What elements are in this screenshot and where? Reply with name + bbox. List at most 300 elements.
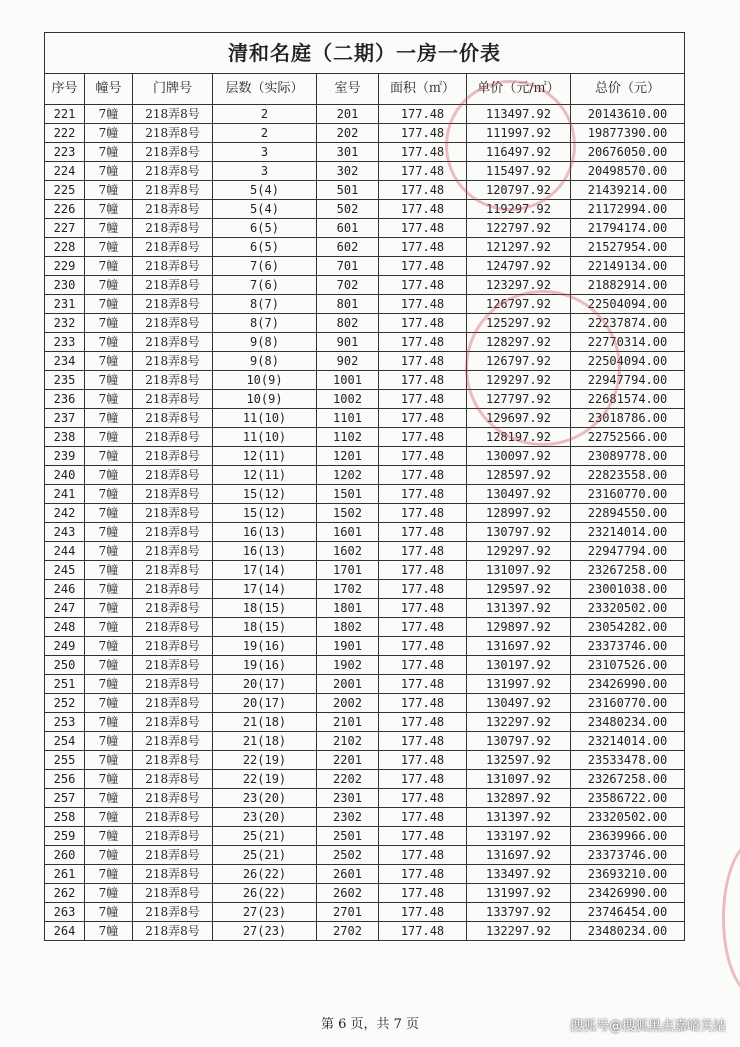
cell-floor: 11(10) [213,409,317,428]
cell-total-price: 22947794.00 [571,542,685,561]
table-row [45,675,685,694]
cell-index: 245 [45,561,85,580]
cell-floor: 20(17) [213,694,317,713]
cell-address: 218弄8号 [133,523,213,542]
cell-index: 223 [45,143,85,162]
cell-index: 262 [45,884,85,903]
table-row [45,238,685,257]
cell-address: 218弄8号 [133,352,213,371]
cell-total-price: 23480234.00 [571,922,685,941]
cell-building: 7幢 [85,333,133,352]
cell-building: 7幢 [85,846,133,865]
cell-area: 177.48 [379,922,467,941]
table-row [45,846,685,865]
cell-total-price: 22947794.00 [571,371,685,390]
table-row [45,390,685,409]
cell-area: 177.48 [379,770,467,789]
cell-unit-price: 128197.92 [467,428,571,447]
table-row [45,808,685,827]
cell-index: 232 [45,314,85,333]
cell-area: 177.48 [379,428,467,447]
header-address: 门牌号 [133,74,213,105]
table-row [45,409,685,428]
cell-building: 7幢 [85,675,133,694]
cell-total-price: 19877390.00 [571,124,685,143]
cell-room: 2102 [317,732,379,751]
table-row [45,732,685,751]
cell-address: 218弄8号 [133,162,213,181]
cell-building: 7幢 [85,827,133,846]
cell-unit-price: 132297.92 [467,713,571,732]
cell-total-price: 23426990.00 [571,884,685,903]
cell-area: 177.48 [379,865,467,884]
cell-index: 242 [45,504,85,523]
cell-address: 218弄8号 [133,561,213,580]
cell-total-price: 23107526.00 [571,656,685,675]
cell-building: 7幢 [85,466,133,485]
cell-floor: 7(6) [213,257,317,276]
cell-total-price: 23054282.00 [571,618,685,637]
cell-index: 264 [45,922,85,941]
header-unit-price: 单价（元/㎡） [467,74,571,105]
cell-index: 243 [45,523,85,542]
cell-index: 237 [45,409,85,428]
cell-address: 218弄8号 [133,637,213,656]
cell-room: 301 [317,143,379,162]
header-building: 幢号 [85,74,133,105]
cell-unit-price: 127797.92 [467,390,571,409]
cell-building: 7幢 [85,789,133,808]
cell-building: 7幢 [85,124,133,143]
cell-floor: 12(11) [213,447,317,466]
table-row [45,276,685,295]
cell-address: 218弄8号 [133,314,213,333]
table-row [45,295,685,314]
cell-address: 218弄8号 [133,656,213,675]
cell-total-price: 22237874.00 [571,314,685,333]
cell-unit-price: 131397.92 [467,599,571,618]
cell-unit-price: 123297.92 [467,276,571,295]
cell-address: 218弄8号 [133,333,213,352]
cell-total-price: 22752566.00 [571,428,685,447]
cell-building: 7幢 [85,504,133,523]
cell-building: 7幢 [85,542,133,561]
cell-total-price: 23480234.00 [571,713,685,732]
cell-area: 177.48 [379,903,467,922]
cell-address: 218弄8号 [133,371,213,390]
cell-floor: 6(5) [213,219,317,238]
cell-address: 218弄8号 [133,713,213,732]
cell-total-price: 23373746.00 [571,846,685,865]
table-row [45,656,685,675]
cell-floor: 2 [213,105,317,124]
cell-room: 302 [317,162,379,181]
cell-area: 177.48 [379,504,467,523]
cell-area: 177.48 [379,390,467,409]
cell-unit-price: 133497.92 [467,865,571,884]
cell-unit-price: 124797.92 [467,257,571,276]
table-row [45,713,685,732]
cell-index: 231 [45,295,85,314]
table-row [45,200,685,219]
cell-unit-price: 113497.92 [467,105,571,124]
cell-building: 7幢 [85,561,133,580]
cell-room: 702 [317,276,379,295]
table-row [45,599,685,618]
cell-address: 218弄8号 [133,922,213,941]
cell-room: 2601 [317,865,379,884]
table-row [45,751,685,770]
table-row [45,865,685,884]
cell-building: 7幢 [85,580,133,599]
cell-floor: 5(4) [213,200,317,219]
cell-area: 177.48 [379,371,467,390]
table-row [45,580,685,599]
cell-area: 177.48 [379,580,467,599]
cell-unit-price: 129697.92 [467,409,571,428]
cell-room: 1702 [317,580,379,599]
cell-room: 601 [317,219,379,238]
cell-area: 177.48 [379,333,467,352]
price-table [44,32,685,941]
cell-building: 7幢 [85,219,133,238]
table-row [45,371,685,390]
cell-building: 7幢 [85,637,133,656]
cell-index: 234 [45,352,85,371]
cell-address: 218弄8号 [133,846,213,865]
cell-floor: 27(23) [213,922,317,941]
cell-area: 177.48 [379,523,467,542]
cell-floor: 9(8) [213,352,317,371]
table-row [45,314,685,333]
cell-room: 802 [317,314,379,333]
cell-address: 218弄8号 [133,390,213,409]
cell-area: 177.48 [379,827,467,846]
cell-total-price: 23001038.00 [571,580,685,599]
cell-unit-price: 128597.92 [467,466,571,485]
cell-index: 249 [45,637,85,656]
table-body [45,105,685,941]
cell-address: 218弄8号 [133,542,213,561]
cell-address: 218弄8号 [133,808,213,827]
cell-room: 1902 [317,656,379,675]
cell-area: 177.48 [379,124,467,143]
cell-unit-price: 131997.92 [467,675,571,694]
cell-area: 177.48 [379,713,467,732]
cell-unit-price: 130097.92 [467,447,571,466]
cell-building: 7幢 [85,865,133,884]
table-row [45,618,685,637]
cell-floor: 19(16) [213,656,317,675]
cell-room: 801 [317,295,379,314]
cell-building: 7幢 [85,751,133,770]
cell-address: 218弄8号 [133,143,213,162]
cell-building: 7幢 [85,922,133,941]
cell-room: 2001 [317,675,379,694]
cell-index: 254 [45,732,85,751]
cell-building: 7幢 [85,352,133,371]
cell-floor: 21(18) [213,713,317,732]
table-row [45,903,685,922]
cell-room: 2201 [317,751,379,770]
cell-unit-price: 128297.92 [467,333,571,352]
cell-index: 258 [45,808,85,827]
cell-address: 218弄8号 [133,618,213,637]
cell-index: 222 [45,124,85,143]
cell-floor: 19(16) [213,637,317,656]
cell-building: 7幢 [85,428,133,447]
cell-index: 238 [45,428,85,447]
cell-floor: 16(13) [213,542,317,561]
cell-index: 252 [45,694,85,713]
cell-unit-price: 130497.92 [467,694,571,713]
cell-building: 7幢 [85,314,133,333]
cell-address: 218弄8号 [133,257,213,276]
cell-index: 257 [45,789,85,808]
cell-room: 1701 [317,561,379,580]
cell-building: 7幢 [85,276,133,295]
cell-unit-price: 130197.92 [467,656,571,675]
cell-total-price: 21439214.00 [571,181,685,200]
table-row [45,447,685,466]
cell-floor: 25(21) [213,827,317,846]
cell-address: 218弄8号 [133,428,213,447]
cell-building: 7幢 [85,200,133,219]
cell-unit-price: 132597.92 [467,751,571,770]
cell-address: 218弄8号 [133,504,213,523]
cell-floor: 17(14) [213,580,317,599]
cell-unit-price: 116497.92 [467,143,571,162]
cell-building: 7幢 [85,770,133,789]
table-row [45,333,685,352]
cell-room: 1601 [317,523,379,542]
cell-total-price: 20676050.00 [571,143,685,162]
cell-index: 239 [45,447,85,466]
cell-room: 1001 [317,371,379,390]
table-row [45,542,685,561]
cell-area: 177.48 [379,618,467,637]
cell-unit-price: 129297.92 [467,371,571,390]
cell-area: 177.48 [379,352,467,371]
cell-unit-price: 120797.92 [467,181,571,200]
cell-building: 7幢 [85,523,133,542]
cell-area: 177.48 [379,751,467,770]
cell-room: 701 [317,257,379,276]
cell-unit-price: 129897.92 [467,618,571,637]
cell-index: 240 [45,466,85,485]
cell-building: 7幢 [85,390,133,409]
cell-building: 7幢 [85,599,133,618]
cell-address: 218弄8号 [133,580,213,599]
cell-index: 263 [45,903,85,922]
table-row [45,428,685,447]
cell-floor: 7(6) [213,276,317,295]
table-row [45,922,685,941]
cell-total-price: 22770314.00 [571,333,685,352]
cell-unit-price: 131397.92 [467,808,571,827]
cell-total-price: 22823558.00 [571,466,685,485]
cell-floor: 26(22) [213,884,317,903]
cell-address: 218弄8号 [133,770,213,789]
table-row [45,827,685,846]
cell-building: 7幢 [85,295,133,314]
cell-floor: 11(10) [213,428,317,447]
cell-building: 7幢 [85,618,133,637]
cell-floor: 9(8) [213,333,317,352]
cell-area: 177.48 [379,675,467,694]
cell-area: 177.48 [379,238,467,257]
cell-room: 2602 [317,884,379,903]
cell-index: 247 [45,599,85,618]
cell-area: 177.48 [379,219,467,238]
cell-address: 218弄8号 [133,276,213,295]
cell-index: 229 [45,257,85,276]
cell-address: 218弄8号 [133,485,213,504]
cell-address: 218弄8号 [133,751,213,770]
cell-room: 902 [317,352,379,371]
cell-area: 177.48 [379,808,467,827]
table-row [45,561,685,580]
cell-unit-price: 131997.92 [467,884,571,903]
cell-total-price: 23267258.00 [571,561,685,580]
cell-area: 177.48 [379,561,467,580]
cell-total-price: 20143610.00 [571,105,685,124]
cell-unit-price: 126797.92 [467,295,571,314]
cell-building: 7幢 [85,143,133,162]
cell-unit-price: 122797.92 [467,219,571,238]
cell-floor: 8(7) [213,295,317,314]
cell-building: 7幢 [85,884,133,903]
cell-unit-price: 133197.92 [467,827,571,846]
cell-room: 1102 [317,428,379,447]
cell-index: 248 [45,618,85,637]
cell-unit-price: 133797.92 [467,903,571,922]
cell-area: 177.48 [379,105,467,124]
table-row [45,504,685,523]
page-number: 第 6 页，共 7 页 [320,1017,420,1032]
cell-unit-price: 131097.92 [467,770,571,789]
cell-room: 501 [317,181,379,200]
cell-address: 218弄8号 [133,219,213,238]
watermark-text: 搜狐号@搜狐黑点嘉峪关站 [569,1019,726,1034]
cell-index: 251 [45,675,85,694]
cell-total-price: 23373746.00 [571,637,685,656]
cell-unit-price: 130497.92 [467,485,571,504]
cell-unit-price: 115497.92 [467,162,571,181]
cell-total-price: 23693210.00 [571,865,685,884]
cell-index: 233 [45,333,85,352]
cell-floor: 27(23) [213,903,317,922]
cell-total-price: 23214014.00 [571,732,685,751]
cell-address: 218弄8号 [133,409,213,428]
cell-floor: 10(9) [213,371,317,390]
cell-index: 261 [45,865,85,884]
cell-building: 7幢 [85,409,133,428]
cell-building: 7幢 [85,485,133,504]
cell-room: 2502 [317,846,379,865]
cell-floor: 10(9) [213,390,317,409]
cell-address: 218弄8号 [133,827,213,846]
cell-index: 226 [45,200,85,219]
cell-room: 1501 [317,485,379,504]
cell-unit-price: 131097.92 [467,561,571,580]
cell-unit-price: 125297.92 [467,314,571,333]
table-row [45,770,685,789]
cell-building: 7幢 [85,181,133,200]
cell-building: 7幢 [85,162,133,181]
cell-floor: 21(18) [213,732,317,751]
table-row [45,485,685,504]
table-row [45,124,685,143]
cell-building: 7幢 [85,732,133,751]
cell-floor: 26(22) [213,865,317,884]
cell-index: 225 [45,181,85,200]
cell-area: 177.48 [379,884,467,903]
cell-unit-price: 128997.92 [467,504,571,523]
cell-area: 177.48 [379,656,467,675]
cell-room: 202 [317,124,379,143]
cell-area: 177.48 [379,694,467,713]
cell-address: 218弄8号 [133,903,213,922]
cell-address: 218弄8号 [133,466,213,485]
cell-floor: 20(17) [213,675,317,694]
cell-area: 177.48 [379,314,467,333]
cell-room: 2702 [317,922,379,941]
cell-area: 177.48 [379,276,467,295]
cell-area: 177.48 [379,732,467,751]
cell-address: 218弄8号 [133,884,213,903]
cell-room: 1002 [317,390,379,409]
cell-area: 177.48 [379,542,467,561]
cell-area: 177.48 [379,295,467,314]
cell-unit-price: 126797.92 [467,352,571,371]
cell-index: 260 [45,846,85,865]
cell-address: 218弄8号 [133,238,213,257]
header-total-price: 总价（元） [571,74,685,105]
cell-area: 177.48 [379,143,467,162]
cell-floor: 18(15) [213,599,317,618]
cell-room: 1602 [317,542,379,561]
cell-area: 177.48 [379,789,467,808]
cell-index: 241 [45,485,85,504]
cell-index: 227 [45,219,85,238]
cell-room: 1901 [317,637,379,656]
cell-floor: 22(19) [213,770,317,789]
cell-floor: 18(15) [213,618,317,637]
cell-index: 221 [45,105,85,124]
cell-unit-price: 130797.92 [467,523,571,542]
cell-building: 7幢 [85,694,133,713]
cell-room: 1201 [317,447,379,466]
cell-floor: 5(4) [213,181,317,200]
cell-building: 7幢 [85,713,133,732]
header-floor: 层数（实际） [213,74,317,105]
cell-floor: 15(12) [213,485,317,504]
table-row [45,637,685,656]
cell-index: 228 [45,238,85,257]
cell-index: 244 [45,542,85,561]
table-row [45,181,685,200]
cell-address: 218弄8号 [133,295,213,314]
cell-room: 2701 [317,903,379,922]
cell-building: 7幢 [85,656,133,675]
cell-address: 218弄8号 [133,732,213,751]
table-row [45,105,685,124]
cell-address: 218弄8号 [133,181,213,200]
header-index: 序号 [45,74,85,105]
cell-total-price: 23586722.00 [571,789,685,808]
cell-unit-price: 131697.92 [467,637,571,656]
